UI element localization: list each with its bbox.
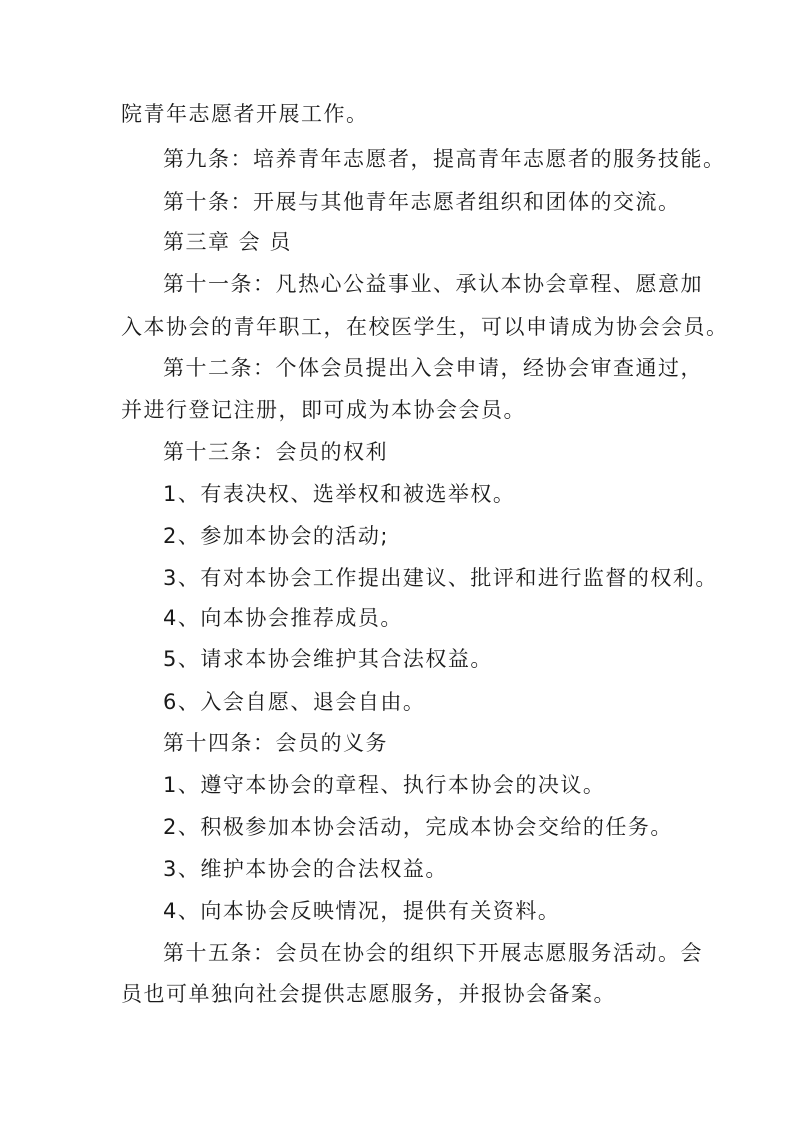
article-13-heading: 第十三条：会员的权利 bbox=[163, 440, 388, 464]
article-11-line-1: 第十一条：凡热心公益事业、承认本协会章程、愿意加 bbox=[163, 272, 703, 296]
duties-item-4: 4、向本协会反映情况，提供有关资料。 bbox=[163, 899, 561, 923]
rights-item-1: 1、有表决权、选举权和被选举权。 bbox=[163, 482, 516, 506]
article-9: 第九条：培养青年志愿者，提高青年志愿者的服务技能。 bbox=[163, 147, 726, 171]
article-10: 第十条：开展与其他青年志愿者组织和团体的交流。 bbox=[163, 190, 681, 214]
text-line-continuation: 院青年志愿者开展工作。 bbox=[121, 102, 369, 126]
rights-item-6: 6、入会自愿、退会自由。 bbox=[163, 690, 426, 714]
article-14-heading: 第十四条：会员的义务 bbox=[163, 731, 388, 755]
article-11-line-2: 入本协会的青年职工，在校医学生，可以申请成为协会会员。 bbox=[121, 315, 729, 339]
rights-item-2: 2、参加本协会的活动; bbox=[163, 524, 389, 548]
chapter-3-heading: 第三章 会 员 bbox=[163, 230, 292, 254]
duties-item-1: 1、遵守本协会的章程、执行本协会的决议。 bbox=[163, 773, 606, 797]
rights-item-4: 4、向本协会推荐成员。 bbox=[163, 606, 403, 630]
rights-item-3: 3、有对本协会工作提出建议、批评和进行监督的权利。 bbox=[163, 566, 718, 590]
article-15-line-2: 员也可单独向社会提供志愿服务，并报协会备案。 bbox=[121, 982, 616, 1006]
article-12-line-2: 并进行登记注册，即可成为本协会会员。 bbox=[121, 398, 526, 422]
article-12-line-1: 第十二条：个体会员提出入会申请，经协会审查通过， bbox=[163, 356, 703, 380]
duties-item-3: 3、维护本协会的合法权益。 bbox=[163, 857, 448, 881]
article-15-line-1: 第十五条：会员在协会的组织下开展志愿服务活动。会 bbox=[163, 941, 703, 965]
duties-item-2: 2、积极参加本协会活动，完成本协会交给的任务。 bbox=[163, 815, 673, 839]
rights-item-5: 5、请求本协会维护其合法权益。 bbox=[163, 647, 493, 671]
